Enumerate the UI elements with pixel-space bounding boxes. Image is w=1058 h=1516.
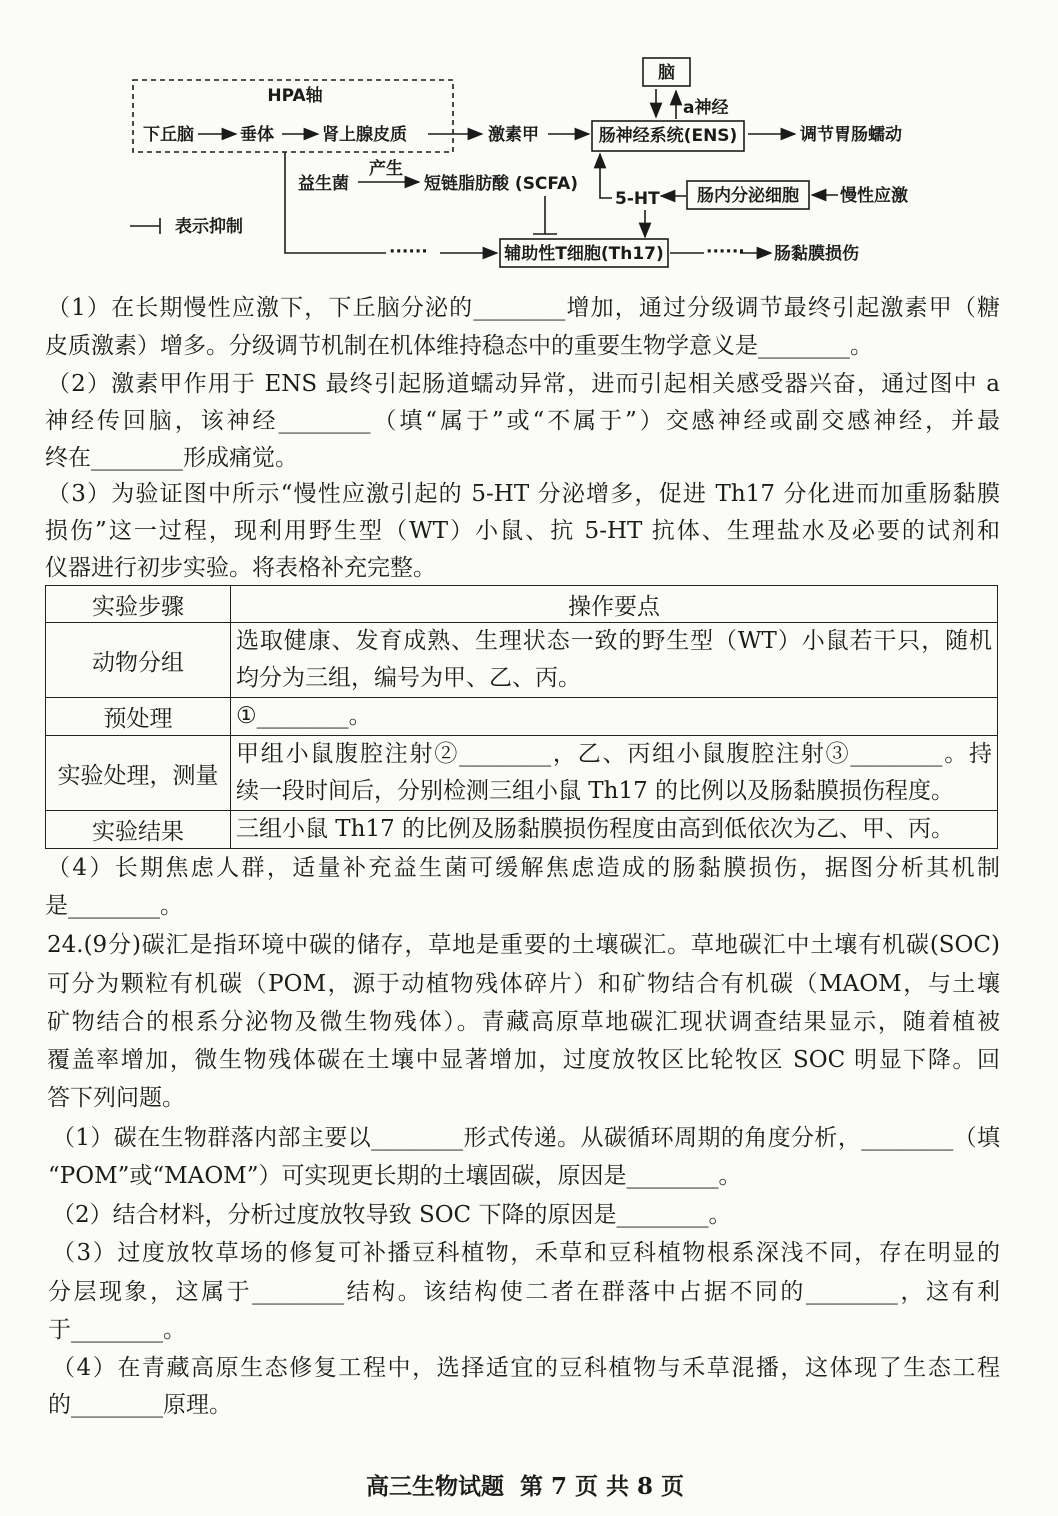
- q23-part3-line: 仪器进行初步实验。将表格补充完整。: [45, 555, 436, 581]
- regulation-diagram: [0, 0, 1058, 280]
- table-points-cell: [231, 623, 998, 698]
- q24-part3-line: 分层现象，这属于________结构。该结构使二者在群落中占据不同的________，这有利: [48, 1279, 1000, 1305]
- q24-intro-line: 可分为颗粒有机碳（POM，源于动植物残体碎片）和矿物结合有机碳（MAOM，与土壤: [47, 971, 1000, 997]
- a-nerve-label: a神经: [683, 98, 729, 118]
- mucosa-damage-label: 肠黏膜损伤: [774, 244, 859, 264]
- q24-part3-line: （3）过度放牧草场的修复可补播豆科植物，禾草和豆科植物根系深浅不同，存在明显的: [52, 1240, 1000, 1266]
- experiment-table: [45, 585, 998, 849]
- scfa-label: 短链脂肪酸 (SCFA): [424, 174, 578, 194]
- hormone-a-label: 激素甲: [488, 125, 539, 145]
- table-header-step: 实验步骤: [46, 586, 231, 623]
- q24-intro-line: 矿物结合的根系分泌物及微生物残体）。青藏高原草地碳汇现状调查结果显示，随着植被: [47, 1009, 1000, 1035]
- dots-left: ······: [389, 242, 428, 262]
- q24-intro-line: 答下列问题。: [47, 1085, 185, 1111]
- pituitary-label: 垂体: [240, 125, 274, 145]
- table-header-points: 操作要点: [231, 586, 998, 623]
- arrow-serotonin-to-ens: [600, 154, 612, 198]
- ens-label: 肠神经系统(ENS): [598, 126, 738, 146]
- table-row: [46, 698, 998, 736]
- q24-part1-line: “POM”或“MAOM”）可实现更长期的土壤固碳，原因是________。: [48, 1163, 742, 1189]
- q23-part1-line: （1）在长期慢性应激下，下丘脑分泌的________增加，通过分级调节最终引起激素甲（糖: [47, 295, 1000, 321]
- brain-label: 脑: [658, 63, 675, 83]
- table-points-cell: [231, 698, 998, 736]
- serotonin-label: 5-HT: [615, 189, 660, 209]
- q23-part1-line: 皮质激素）增多。分级调节机制在机体维持稳态中的重要生物学意义是________。: [45, 333, 873, 359]
- th17-label: 辅助性T细胞(Th17): [504, 244, 664, 264]
- table-row: [46, 811, 998, 849]
- regulate-motility-label: 调节胃肠蠕动: [800, 125, 902, 145]
- table-step-cell: 预处理: [46, 698, 231, 736]
- q23-part2-line: 神经传回脑，该神经________（填“属于”或“不属于”）交感神经或副交感神经，并最: [45, 408, 1000, 434]
- legend-inhibit-label: 表示抑制: [175, 217, 243, 237]
- table-cell-line: 选取健康、发育成熟、生理状态一致的野生型（WT）小鼠若干只，随机: [236, 628, 992, 654]
- table-cell-line: 三组小鼠 Th17 的比例及肠黏膜损伤程度由高到低依次为乙、甲、丙。: [236, 816, 955, 842]
- chronic-stress-label: 慢性应激: [840, 186, 908, 206]
- table-cell-line: 均分为三组，编号为甲、乙、丙。: [236, 665, 581, 691]
- q23-part2-line: （2）激素甲作用于 ENS 最终引起肠道蠕动异常，进而引起相关感受器兴奋，通过图中 a: [47, 371, 1000, 397]
- table-row: [46, 736, 998, 811]
- q24-part4-line: 的________原理。: [48, 1392, 232, 1418]
- q23-part3-line: （3）为验证图中所示“慢性应激引起的 5-HT 分泌增多，促进 Th17 分化进而加重肠黏膜: [47, 481, 1000, 507]
- adrenal-cortex-label: 肾上腺皮质: [322, 125, 407, 145]
- table-header-row: [46, 586, 998, 623]
- table-row: [46, 623, 998, 698]
- q24-intro-line: 覆盖率增加，微生物残体碳在土壤中显著增加，过度放牧区比轮牧区 SOC 明显下降。回: [47, 1047, 1000, 1073]
- probiotics-label: 益生菌: [298, 174, 349, 194]
- table-step-cell: 动物分组: [46, 623, 231, 698]
- q24-part1-line: （1）碳在生物群落内部主要以________形式传递。从碳循环周期的角度分析，________（填: [52, 1125, 1000, 1151]
- table-step-cell: 实验结果: [46, 811, 231, 849]
- hypothalamus-label: 下丘脑: [143, 125, 194, 145]
- q24-part3-line: 于________。: [48, 1317, 186, 1343]
- q23-part3-line: 损伤”这一过程，现利用野生型（WT）小鼠、抗 5-HT 抗体、生理盐水及必要的试剂和: [45, 518, 1000, 544]
- table-points-cell: [231, 811, 998, 849]
- q24-part2-line: （2）结合材料，分析过度放牧导致 SOC 下降的原因是________。: [52, 1202, 732, 1228]
- hpa-axis-label: HPA轴: [267, 86, 323, 106]
- table-cell-line: ①________。: [236, 703, 372, 729]
- q24-part4-line: （4）在青藏高原生态修复工程中，选择适宜的豆科植物与禾草混播，这体现了生态工程: [52, 1355, 1000, 1381]
- table-points-cell: [231, 736, 998, 811]
- q24-intro-line: 24.(9分)碳汇是指环境中碳的储存，草地是重要的土壤碳汇。草地碳汇中土壤有机碳(SOC): [47, 932, 1000, 958]
- table-cell-line: 续一段时间后，分别检测三组小鼠 Th17 的比例以及肠黏膜损伤程度。: [236, 778, 955, 804]
- q23-part2-line: 终在________形成痛觉。: [45, 445, 298, 471]
- dots-right: ······: [706, 242, 745, 262]
- table-step-cell: 实验处理，测量: [46, 736, 231, 811]
- q23-part4-line: （4）长期焦虑人群，适量补充益生菌可缓解焦虑造成的肠黏膜损伤，据图分析其机制: [47, 855, 1000, 881]
- q23-part4-line: 是________。: [45, 893, 183, 919]
- page-footer: 高三生物试题 第 7 页 共 8 页: [365, 1473, 685, 1500]
- produce-label: 产生: [369, 159, 403, 179]
- table-cell-line: 甲组小鼠腹腔注射②________，乙、丙组小鼠腹腔注射③________。持: [236, 741, 992, 767]
- enteroendocrine-label: 肠内分泌细胞: [697, 186, 799, 206]
